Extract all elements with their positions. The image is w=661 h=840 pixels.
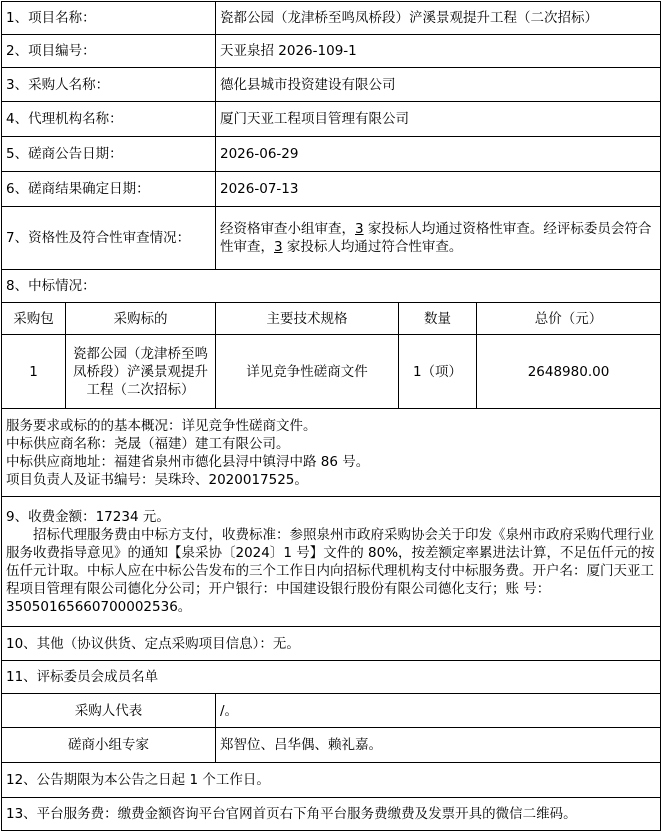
header-item: 采购标的 <box>66 303 216 335</box>
row-agency <box>2 102 661 137</box>
committee-title: 11、评标委员会成员名单 <box>2 661 661 694</box>
row-other <box>2 627 661 661</box>
row-purchaser-rep <box>2 694 661 728</box>
award-data-row <box>2 335 661 409</box>
review-count-b: 3 <box>274 239 283 255</box>
purchaser-rep-label: 采购人代表 <box>2 694 216 728</box>
header-spec: 主要技术规格 <box>216 303 399 335</box>
announcement-table <box>1 1 661 831</box>
fee-title: 9、收费金额：17234 元。 <box>6 508 170 525</box>
review-value <box>216 207 661 270</box>
experts-value: 郑智位、吕华偶、赖礼嘉。 <box>216 728 661 763</box>
row-committee-title <box>2 661 661 694</box>
row-platform <box>2 798 661 831</box>
notice-date-label: 5、磋商公告日期： <box>2 137 216 172</box>
project-number-label: 2、项目编号： <box>2 35 216 68</box>
award-title: 8、中标情况： <box>2 270 661 303</box>
row-award-notes <box>2 409 661 497</box>
notice-period: 12、公告期限为本公告之日起 1 个工作日。 <box>2 763 661 798</box>
award-item: 瓷都公园（龙津桥至鸣凤桥段）浐溪景观提升工程（二次招标） <box>66 335 216 409</box>
award-qty: 1（项） <box>399 335 477 409</box>
result-date-value: 2026-07-13 <box>216 172 661 207</box>
project-number-value: 天亚泉招 2026-109-1 <box>216 35 661 68</box>
review-text-c: 家投标人均通过符合性审查。 <box>282 239 463 255</box>
purchaser-label: 3、采购人名称： <box>2 68 216 102</box>
purchaser-rep-value: /。 <box>216 694 661 728</box>
review-count-a: 3 <box>355 221 364 237</box>
platform-fee: 13、平台服务费：缴费金额咨询平台官网首页右下角平台服务费缴费及发票开具的微信二维码。 <box>2 798 661 831</box>
award-package: 1 <box>2 335 66 409</box>
review-text-b: 家投标人均通过资格性审查。经评标委员会符合性审查， <box>220 221 652 255</box>
agency-value: 厦门天亚工程项目管理有限公司 <box>216 102 661 137</box>
header-package: 采购包 <box>2 303 66 335</box>
row-project-number <box>2 35 661 68</box>
agency-label: 4、代理机构名称： <box>2 102 216 137</box>
award-header-row <box>2 303 661 335</box>
fee-cell <box>2 497 661 627</box>
row-period <box>2 763 661 798</box>
award-spec: 详见竞争性磋商文件 <box>216 335 399 409</box>
project-name-value: 瓷都公园（龙津桥至鸣凤桥段）浐溪景观提升工程（二次招标） <box>216 2 661 35</box>
fee-body: 招标代理服务费由中标方支付，收费标准：参照泉州市政府采购协会关于印发《泉州市政府采购代理行业服务收费指导意见》的通知【泉采协〔2024〕1 号】文件的 80%，按差额定率累进法计算，不足伍仟元的按伍仟元计取。中标人应在中标公告发布的三个工作日内向招标代理机构支付中标服务费。开户名：厦门天亚工程项目管理有限公司德化分公司；开户银行：中国建设银行股份有限公司德化支行；账 号：35050165660700002536。 <box>6 526 655 615</box>
award-notes <box>2 409 661 497</box>
review-text-a: 经资格审查小组审查， <box>220 221 355 237</box>
row-fee <box>2 497 661 627</box>
row-purchaser <box>2 68 661 102</box>
other-info: 10、其他（协议供货、定点采购项目信息）：无。 <box>2 627 661 661</box>
header-price: 总价（元） <box>477 303 661 335</box>
note-supplier-address: 中标供应商地址：福建省泉州市德化县浔中镇浔中路 86 号。 <box>6 453 370 470</box>
row-result-date <box>2 172 661 207</box>
note-service: 服务要求或标的的基本概况：详见竞争性磋商文件。 <box>6 417 317 434</box>
row-project-name <box>2 2 661 35</box>
row-notice-date <box>2 137 661 172</box>
row-review <box>2 207 661 270</box>
row-experts <box>2 728 661 763</box>
header-qty: 数量 <box>399 303 477 335</box>
note-project-manager: 项目负责人及证书编号：吴珠玲、2020017525。 <box>6 471 308 488</box>
project-name-label: 1、项目名称： <box>2 2 216 35</box>
note-supplier-name: 中标供应商名称：尧晟（福建）建工有限公司。 <box>6 435 290 452</box>
notice-date-value: 2026-06-29 <box>216 137 661 172</box>
award-price: 2648980.00 <box>477 335 661 409</box>
row-award-title <box>2 270 661 303</box>
experts-label: 磋商小组专家 <box>2 728 216 763</box>
purchaser-value: 德化县城市投资建设有限公司 <box>216 68 661 102</box>
review-label: 7、资格性及符合性审查情况： <box>2 207 216 270</box>
result-date-label: 6、磋商结果确定日期： <box>2 172 216 207</box>
